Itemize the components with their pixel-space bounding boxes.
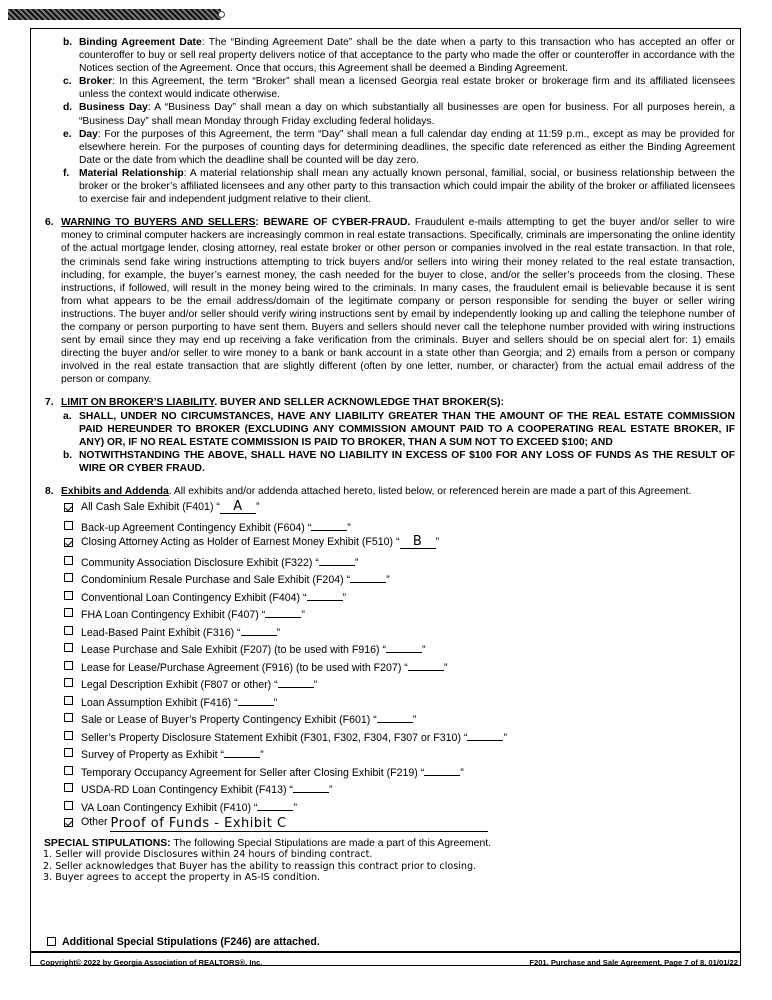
additional-stipulations-label: Additional Special Stipulations (F246) are attached. — [62, 936, 320, 948]
special-stipulations-heading: SPECIAL STIPULATIONS: — [44, 837, 171, 849]
additional-stipulations-checkbox[interactable] — [47, 937, 56, 946]
definition-d — [33, 101, 735, 127]
exhibit-row — [33, 727, 735, 745]
section-8-exhibits — [33, 485, 735, 498]
definition-text: : The “Binding Agreement Date” shall be the date when a party to this transaction who has accepted an offer or counteroffer to buy or sell real property delivers notice of that acceptance to the party who made the offer or counteroffer in accordance with the Notices section of the Agreement. Once that occurs, this Agreement shall be deemed a Binding Agreement. — [79, 37, 735, 75]
special-stipulations-list — [33, 849, 735, 883]
liability-label: b. — [63, 449, 73, 461]
definition-b — [33, 36, 735, 75]
exhibit-close-quote: ” — [412, 714, 417, 727]
exhibit-letter-field[interactable] — [238, 692, 274, 706]
exhibit-close-quote: ” — [328, 784, 333, 797]
exhibit-letter-field[interactable] — [257, 797, 293, 811]
exhibit-letter-field[interactable] — [377, 709, 413, 723]
section-6-cyber-fraud — [33, 216, 735, 386]
exhibit-close-quote: ” — [347, 521, 351, 534]
redacted-header-mark — [218, 11, 225, 18]
exhibit-label: Temporary Occupancy Agreement for Seller after Closing Exhibit (F219) “ — [81, 766, 425, 779]
exhibit-label: Community Association Disclosure Exhibit (F322) “ — [81, 556, 319, 569]
exhibit-row — [33, 639, 735, 657]
exhibit-label: Condominium Resale Purchase and Sale Exhibit (F204) “ — [81, 574, 351, 587]
exhibit-row — [33, 552, 735, 570]
exhibit-checkbox[interactable] — [64, 801, 73, 810]
exhibit-letter-field[interactable] — [424, 762, 460, 776]
exhibit-label: USDA-RD Loan Contingency Exhibit (F413) “ — [81, 784, 293, 797]
exhibit-checkbox[interactable] — [64, 503, 73, 512]
exhibit-checkbox[interactable] — [64, 766, 73, 775]
exhibit-checkbox[interactable] — [64, 573, 73, 582]
exhibit-row — [33, 762, 735, 780]
exhibit-checkbox[interactable] — [64, 678, 73, 687]
exhibit-letter-field[interactable] — [386, 639, 422, 653]
definition-label: e. — [63, 128, 72, 140]
exhibit-checkbox[interactable] — [64, 748, 73, 757]
section-heading-suffix: . BUYER AND SELLER ACKNOWLEDGE THAT BROKER(S): — [214, 397, 504, 409]
definition-e — [33, 128, 735, 167]
exhibit-letter-field[interactable] — [319, 552, 355, 566]
liability-text: SHALL, UNDER NO CIRCUMSTANCES, HAVE ANY LIABILITY GREATER THAN THE AMOUNT OF THE REAL ESTATE COMMISSION PAID HEREUNDER TO BROKER (EXCLUDING ANY COMMISSION AMOUNT PAID TO A COOPERATING REAL ESTATE BROKER, IF ANY) OR, IF NO REAL ESTATE COMMISSION IS PAID TO BROKER, THAN A SUM NOT TO EXCEED $100; AND — [79, 410, 735, 448]
section-heading: LIMIT ON BROKER’S LIABILITY — [61, 397, 215, 409]
exhibit-label: Conventional Loan Contingency Exhibit (F404) “ — [81, 591, 307, 604]
exhibit-close-quote: ” — [422, 644, 426, 657]
exhibit-row — [33, 587, 735, 605]
exhibit-checkbox[interactable] — [64, 661, 73, 670]
definition-label: f. — [63, 167, 70, 179]
exhibit-checkbox[interactable] — [64, 696, 73, 705]
liability-item-b — [33, 449, 735, 475]
exhibit-label: Lease for Lease/Purchase Agreement (F916) (to be used with F207) “ — [81, 661, 408, 674]
exhibit-letter-field[interactable] — [467, 727, 503, 741]
section-number: 8. — [45, 486, 54, 497]
exhibit-close-quote: ” — [273, 696, 278, 709]
exhibit-row — [33, 534, 735, 552]
exhibit-row — [33, 692, 735, 710]
definition-term: Material Relationship — [79, 167, 184, 179]
exhibit-label: VA Loan Contingency Exhibit (F410) “ — [81, 801, 258, 814]
definition-term: Business Day — [79, 102, 148, 114]
exhibit-letter-field[interactable] — [307, 587, 343, 601]
redacted-header — [8, 9, 221, 20]
exhibit-letter-field[interactable] — [408, 657, 444, 671]
section-text: Fraudulent e-mails attempting to get the buyer and/or seller to wire money to criminal computer hackers are increasingly common in real estate transactions. Specifically, criminals are impersonating the online identity of the actual mortgage lender, closing attorney, real estate broker or other person or companies involved in the real estate transaction. In that role, the criminals send fake wiring instructions attempting to trick buyers and/or sellers into wiring their money related to the real estate transaction, including, for example, the buyer’s earnest money, the cash needed for the buyer to close, and/or the seller’s proceeds from the closing. These instructions, if followed, will result in the money being wired to the criminals. In many cases, the fraudulent email is believable because it is sent from what appears to be the email address/domain of the legitimate company or person responsible for sending the buyer or seller wiring instructions. The buyer and/or seller should verify wiring instructions sent by email by independently looking up and calling the telephone number of the company or person purporting to have sent them. Buyers and sellers should never call the telephone number provided with wiring instructions sent by email since they may end up receiving a fake verification from the criminals. Buyer and sellers should be on special alert for: 1) emails directing the buyer and/or seller to wire money to a bank or bank account in a state other than Georgia; and 2) emails from a person or company involved in the real estate transaction that are slightly different (often by one letter, number, or character) from the actual email address of the person or company. — [61, 217, 735, 386]
special-stipulations — [33, 838, 735, 850]
exhibit-row — [33, 604, 735, 622]
exhibit-checkbox[interactable] — [64, 818, 73, 827]
exhibit-row — [33, 569, 735, 587]
exhibit-checkbox[interactable] — [64, 713, 73, 722]
exhibit-checklist — [33, 499, 735, 814]
exhibit-close-quote: ” — [255, 501, 260, 514]
exhibit-label: Seller’s Property Disclosure Statement Exhibit (F301, F302, F304, F307 or F310) “ — [81, 731, 468, 744]
definition-label: c. — [63, 76, 72, 88]
section-heading: WARNING TO BUYERS AND SELLERS — [61, 217, 256, 229]
document-body — [33, 36, 735, 883]
exhibit-row-other — [33, 814, 735, 832]
definition-term: Broker — [79, 76, 113, 88]
exhibit-label: Legal Description Exhibit (F807 or other) “ — [81, 679, 278, 692]
exhibit-letter-field[interactable] — [311, 517, 347, 531]
exhibit-label: Closing Attorney Acting as Holder of Earnest Money Exhibit (F510) “ — [81, 536, 400, 549]
liability-text: NOTWITHSTANDING THE ABOVE, SHALL HAVE NO LIABILITY IN EXCESS OF $100 FOR ANY LOSS OF FUNDS AS THE RESULT OF WIRE OR CYBER FRAUD. — [79, 449, 735, 474]
exhibit-checkbox[interactable] — [64, 538, 73, 547]
footer-copyright: Copyright© 2022 by Georgia Association of REALTORS®, Inc. — [40, 958, 263, 967]
exhibit-close-quote: ” — [293, 801, 297, 814]
other-exhibit-value: Proof of Funds - Exhibit C — [110, 816, 287, 832]
definition-f — [33, 167, 735, 206]
liability-item-a — [33, 410, 735, 449]
exhibit-checkbox[interactable] — [64, 731, 73, 740]
exhibit-letter-field[interactable] — [278, 674, 314, 688]
exhibit-letter-field[interactable] — [224, 744, 260, 758]
definition-text: : For the purposes of this Agreement, the term “Day” shall mean a full calendar day ending at 11:59 p.m., except as may be provided for elsewhere herein. For the purposes of counting days for determining deadlines, the specific date referenced as either the Binding Agreement Date or the date from which the deadline shall be counted will be day zero. — [79, 128, 735, 166]
definition-text: : A “Business Day” shall mean a day on which substantially all businesses are open for business. For all purposes herein, a “Business Day” shall mean Monday through Friday excluding federal holidays. — [79, 102, 735, 127]
section-number: 6. — [45, 217, 54, 229]
exhibit-label: Lead-Based Paint Exhibit (F316) “ — [81, 626, 241, 639]
exhibit-label: FHA Loan Contingency Exhibit (F407) “ — [81, 609, 266, 622]
exhibit-row — [33, 499, 735, 517]
exhibit-checkbox[interactable] — [64, 643, 73, 652]
other-exhibit-field[interactable] — [110, 817, 488, 832]
exhibit-close-quote: ” — [443, 661, 448, 674]
exhibit-checkbox[interactable] — [64, 556, 73, 565]
exhibit-row — [33, 517, 735, 535]
exhibit-letter-field[interactable] — [265, 604, 301, 618]
exhibit-close-quote: ” — [460, 766, 464, 779]
exhibit-close-quote: ” — [386, 574, 390, 587]
footer-divider — [30, 951, 741, 953]
exhibit-letter-field[interactable]: B — [400, 535, 436, 549]
definition-label: d. — [63, 102, 73, 114]
section-heading: Exhibits and Addenda — [61, 486, 169, 497]
exhibit-row — [33, 797, 735, 815]
definition-term: Binding Agreement Date — [79, 37, 202, 48]
exhibit-label: Lease Purchase and Sale Exhibit (F207) (to be used with F916) “ — [81, 644, 387, 657]
exhibit-close-quote: ” — [503, 731, 507, 744]
additional-stipulations — [47, 936, 320, 948]
exhibit-checkbox[interactable] — [64, 608, 73, 617]
exhibit-close-quote: ” — [435, 536, 440, 549]
exhibit-letter-field[interactable] — [293, 779, 329, 793]
exhibit-checkbox[interactable] — [64, 591, 73, 600]
exhibit-checkbox[interactable] — [64, 783, 73, 792]
special-stipulations-text: The following Special Stipulations are made a part of this Agreement. — [170, 837, 491, 849]
section-text: . All exhibits and/or addenda attached hereto, listed below, or referenced herein are made a part of this Agreement. — [168, 486, 692, 497]
exhibit-letter-field[interactable] — [241, 622, 277, 636]
exhibit-label: Loan Assumption Exhibit (F416) “ — [81, 696, 238, 709]
definition-text: : In this Agreement, the term “Broker” shall mean a licensed Georgia real estate broker or brokerage firm and its affiliated licensees unless the context would indicate otherwise. — [79, 76, 735, 101]
definition-label: b. — [63, 37, 73, 48]
exhibit-close-quote: ” — [354, 556, 359, 569]
exhibit-row — [33, 709, 735, 727]
section-7-broker-liability — [33, 396, 735, 409]
definition-text: : A material relationship shall mean any actually known personal, familial, social, or business relationship between the broker or the broker’s affiliated licensees and any other party to this transaction which could impair the ability of the broker or affiliated licensees to exercise fair and independent judgment relative to their client. — [79, 167, 736, 206]
exhibit-label: All Cash Sale Exhibit (F401) “ — [81, 501, 220, 514]
footer-form-id: F201, Purchase and Sale Agreement, Page 7 of 8, 01/01/22 — [529, 958, 738, 967]
exhibit-checkbox[interactable] — [64, 626, 73, 635]
exhibit-row — [33, 674, 735, 692]
exhibit-label: Sale or Lease of Buyer’s Property Contingency Exhibit (F601) “ — [81, 714, 377, 727]
exhibit-row — [33, 779, 735, 797]
exhibit-row — [33, 622, 735, 640]
stipulation-item: 3. Buyer agrees to accept the property in AS-IS condition. — [43, 871, 321, 883]
exhibit-row — [33, 657, 735, 675]
exhibit-letter-field[interactable] — [350, 569, 386, 583]
stipulation-item: 2. Seller acknowledges that Buyer has the ability to reassign this contract prior to closing. — [43, 860, 477, 872]
exhibit-row — [33, 744, 735, 762]
exhibit-close-quote: ” — [260, 749, 264, 762]
exhibit-label: Survey of Property as Exhibit “ — [81, 749, 225, 762]
exhibit-letter-field[interactable]: A — [220, 500, 256, 514]
section-number: 7. — [45, 397, 54, 409]
exhibit-close-quote: ” — [276, 626, 281, 639]
exhibit-close-quote: ” — [313, 679, 318, 692]
stipulation-item: 1. Seller will provide Disclosures within 24 hours of binding contract. — [43, 849, 373, 861]
exhibit-close-quote: ” — [301, 609, 305, 622]
exhibit-close-quote: ” — [342, 591, 347, 604]
definition-c — [33, 75, 735, 101]
exhibit-label: Back-up Agreement Contingency Exhibit (F604) “ — [81, 521, 312, 534]
definition-term: Day — [79, 128, 98, 140]
exhibit-checkbox[interactable] — [64, 521, 73, 530]
exhibit-label: Other — [81, 816, 108, 829]
section-heading-suffix: : BEWARE OF CYBER-FRAUD. — [255, 217, 411, 229]
liability-label: a. — [63, 410, 72, 422]
